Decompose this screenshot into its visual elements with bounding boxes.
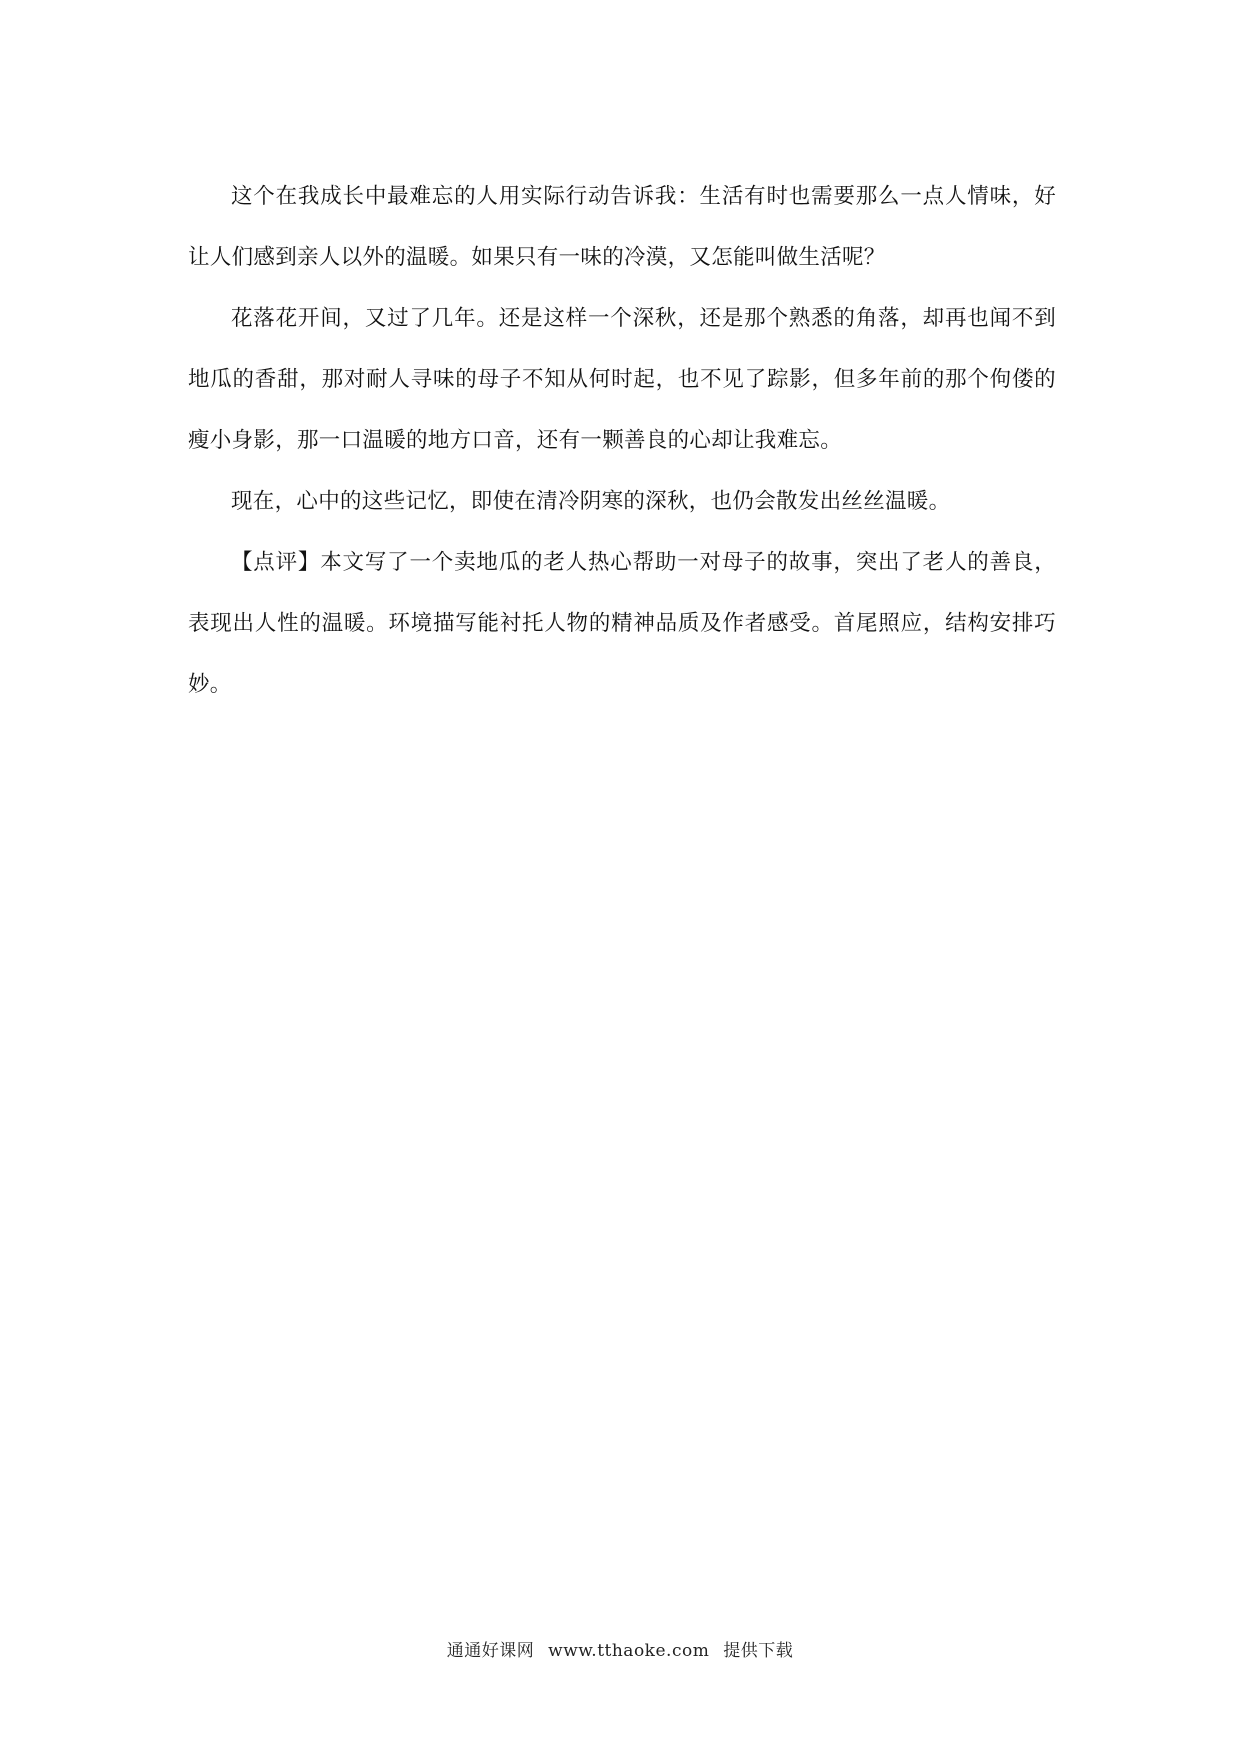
paragraph: 花落花开间，又过了几年。还是这样一个深秋，还是那个熟悉的角落，却再也闻不到地瓜的香甜，那对耐人寻味的母子不知从何时起，也不见了踪影，但多年前的那个佝偻的瘦小身影，那一口温暖的地方口音，还有一颗善良的心却让我难忘。: [188, 306, 1056, 453]
footer-suffix: 提供下载: [723, 1641, 794, 1661]
paragraph: 现在，心中的这些记忆，即使在清冷阴寒的深秋，也仍会散发出丝丝温暖。: [231, 489, 951, 514]
footer-url[interactable]: www.tthaoke.com: [548, 1641, 710, 1661]
page-footer: [0, 1636, 1240, 1661]
review-paragraph: 【点评】本文写了一个卖地瓜的老人热心帮助一对母子的故事，突出了老人的善良，表现出人性的温暖。环境描写能衬托人物的精神品质及作者感受。首尾照应，结构安排巧妙。: [188, 550, 1056, 697]
footer-site-name: 通通好课网: [446, 1641, 535, 1661]
document-body: [188, 166, 1056, 715]
paragraph: 这个在我成长中最难忘的人用实际行动告诉我：生活有时也需要那么一点人情味，好让人们感到亲人以外的温暖。如果只有一味的冷漠，又怎能叫做生活呢？: [188, 184, 1056, 270]
